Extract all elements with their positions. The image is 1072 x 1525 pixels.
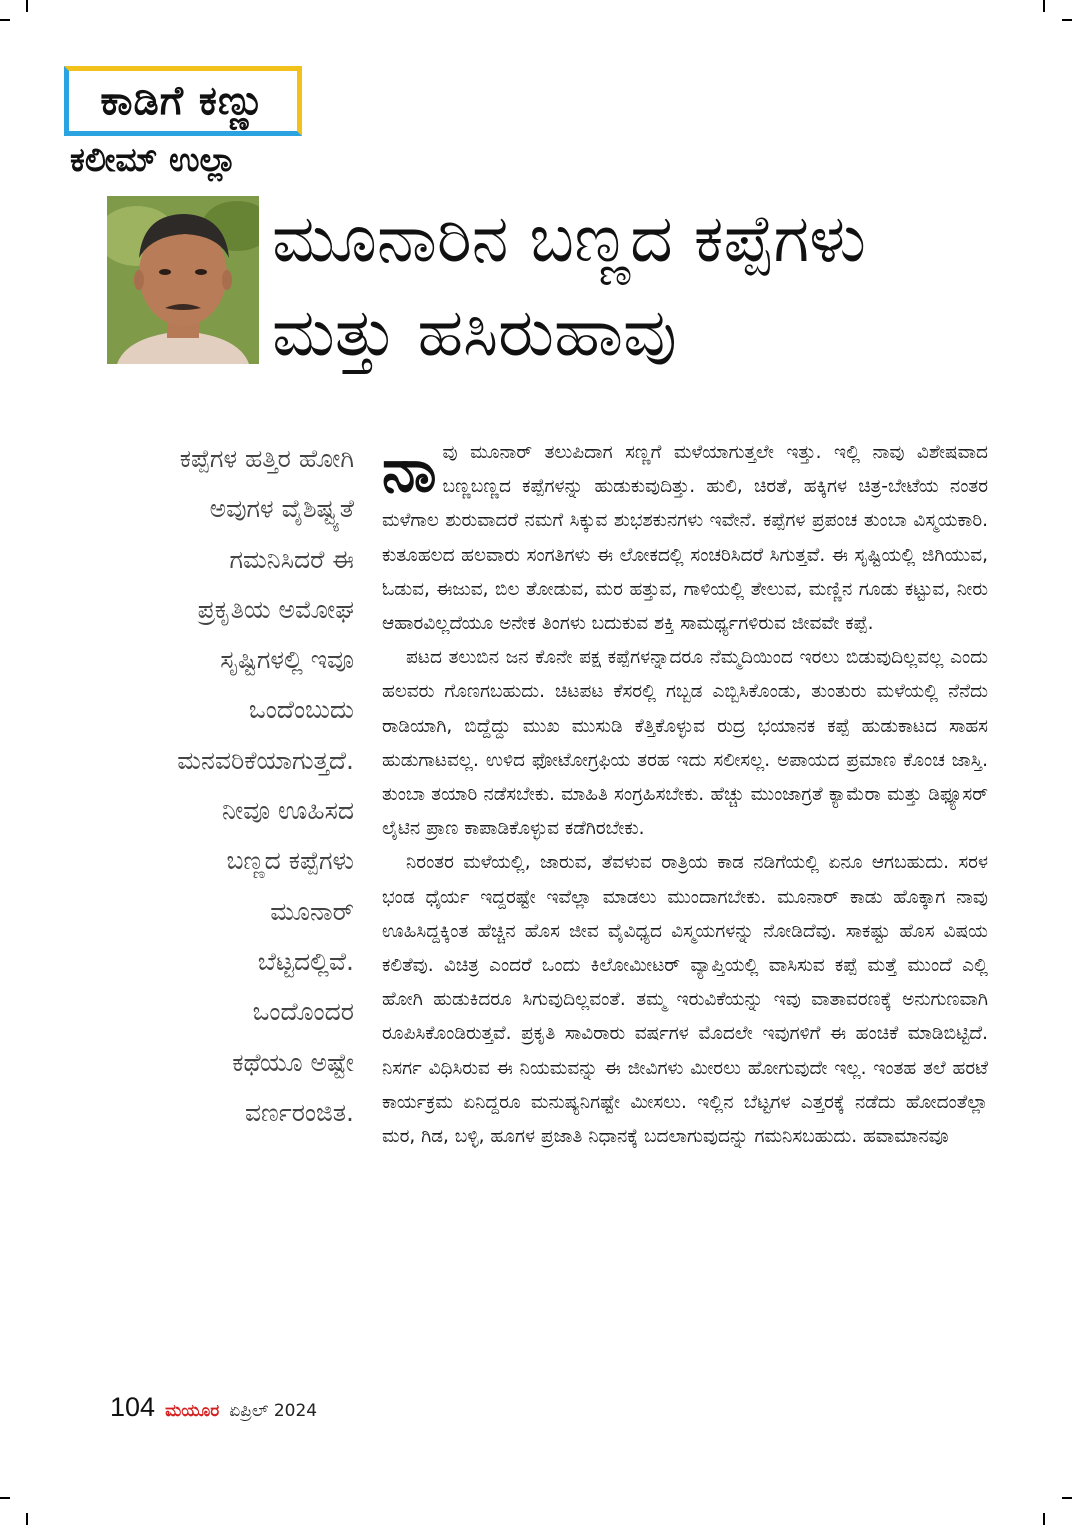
author-photo	[107, 196, 259, 364]
author-portrait-illustration	[107, 196, 259, 364]
pullquote-line: ಒಂದೊಂದರ	[252, 997, 354, 1027]
article-paragraph-2: ಪಟದ ತಲುಬಿನ ಜನ ಕೊನೇ ಪಕ್ಷ ಕಪ್ಪೆಗಳನ್ನಾದರೂ ನೆಮ್ಮದಿಯಿಂದ ಇರಲು ಬಿಡುವುದಿಲ್ಲವಲ್ಲ ಎಂದು ಹಲವರು ಗೊಣಗಬಹುದು. ಚಿಟಪಟ ಕೆಸರಲ್ಲಿ ಗಬ್ಬಡ ಎಬ್ಬಿಸಿಕೊಂಡು, ತುಂತುರು ಮಳೆಯಲ್ಲಿ ನೆನೆದು ರಾಡಿಯಾಗಿ, ಬಿದ್ದೆದ್ದು ಮುಖ ಮುಸುಡಿ ಕೆತ್ತಿಕೊಳ್ಳುವ ರುದ್ರ ಭಯಾನಕ ಕಪ್ಪೆ ಹುಡುಕಾಟದ ಸಾಹಸ ಹುಡುಗಾಟವಲ್ಲ. ಉಳಿದ ಫೋಟೋಗ್ರಫಿಯ ತರಹ ಇದು ಸಲೀಸಲ್ಲ. ಅಪಾಯದ ಪ್ರಮಾಣ ಕೊಂಚ ಜಾಸ್ತಿ. ತುಂಬಾ ತಯಾರಿ ನಡೆಸಬೇಕು. ಮಾಹಿತಿ ಸಂಗ್ರಹಿಸಬೇಕು. ಹೆಚ್ಚು ಮುಂಜಾಗ್ರತೆ ಕ್ಯಾಮೆರಾ ಮತ್ತು ಡಿಫ್ಯೂಸರ್ ಲೈಟಿನ ಪ್ರಾಣ ಕಾಪಾಡಿಕೊಳ್ಳುವ ಕಡೆಗಿರಬೇಕು.	[382, 647, 988, 840]
crop-mark	[0, 1497, 10, 1499]
page-number: 104	[110, 1392, 156, 1422]
issue-date: ಏಪ್ರಿಲ್ 2024	[229, 1401, 318, 1421]
column-title-badge	[64, 66, 302, 136]
crop-mark	[26, 0, 28, 12]
article-paragraph-3: ನಿರಂತರ ಮಳೆಯಲ್ಲಿ, ಜಾರುವ, ತೆವಳುವ ರಾತ್ರಿಯ ಕಾಡ ನಡಿಗೆಯಲ್ಲಿ ಏನೂ ಆಗಬಹುದು. ಸರಳ ಭಂಡ ಧೈರ್ಯ ಇದ್ದರಷ್ಟೇ ಇವೆಲ್ಲಾ ಮಾಡಲು ಮುಂದಾಗಬೇಕು. ಮೂನಾರ್ ಕಾಡು ಹೊಕ್ಕಾಗ ನಾವು ಊಹಿಸಿದ್ದಕ್ಕಿಂತ ಹೆಚ್ಚಿನ ಹೊಸ ಜೀವ ವೈವಿಧ್ಯದ ವಿಸ್ಮಯಗಳನ್ನು ನೋಡಿದೆವು. ಸಾಕಷ್ಟು ಹೊಸ ವಿಷಯ ಕಲಿತೆವು. ವಿಚಿತ್ರ ಎಂದರೆ ಒಂದು ಕಿಲೋಮೀಟರ್ ವ್ಯಾಪ್ತಿಯಲ್ಲಿ ವಾಸಿಸುವ ಕಪ್ಪೆ ಮತ್ತೆ ಮುಂದೆ ಎಲ್ಲಿ ಹೋಗಿ ಹುಡುಕಿದರೂ ಸಿಗುವುದಿಲ್ಲವಂತೆ. ತಮ್ಮ ಇರುವಿಕೆಯನ್ನು ಇವು ವಾತಾವರಣಕ್ಕೆ ಅನುಗುಣವಾಗಿ ರೂಪಿಸಿಕೊಂಡಿರುತ್ತವೆ. ಪ್ರಕೃತಿ ಸಾವಿರಾರು ವರ್ಷಗಳ ಮೊದಲೇ ಇವುಗಳಿಗೆ ಈ ಹಂಚಿಕೆ ಮಾಡಿಬಿಟ್ಟಿದೆ. ನಿಸರ್ಗ ವಿಧಿಸಿರುವ ಈ ನಿಯಮವನ್ನು ಈ ಜೀವಿಗಳು ಮೀರಲು ಹೋಗುವುದೇ ಇಲ್ಲ. ಇಂತಹ ತಲೆ ಹರಟೆ ಕಾರ್ಯಕ್ರಮ ಏನಿದ್ದರೂ ಮನುಷ್ಯನಿಗಷ್ಟೇ ಮೀಸಲು. ಇಲ್ಲಿನ ಬೆಟ್ಟಗಳ ಎತ್ತರಕ್ಕೆ ನಡೆದು ಹೋದಂತೆಲ್ಲಾ ಮರ, ಗಿಡ, ಬಳ್ಳಿ, ಹೂಗಳ ಪ್ರಜಾತಿ ನಿಧಾನಕ್ಕೆ ಬದಲಾಗುವುದನ್ನು ಗಮನಿಸಬಹುದು. ಹವಾಮಾನವೂ	[382, 852, 988, 1148]
author-name: ಕಲೀಮ್ ಉಲ್ಲಾ	[70, 140, 237, 179]
pullquote-line: ಕಥೆಯೂ ಅಷ್ಟೇ	[232, 1047, 354, 1077]
article-paragraph-1	[382, 436, 988, 641]
column-title: ಕಾಡಿಗೆ ಕಣ್ಣು	[100, 78, 266, 124]
article-body	[382, 436, 988, 1154]
crop-mark	[26, 1513, 28, 1525]
page-footer	[110, 1392, 317, 1432]
pullquote-line: ಬಣ್ಣದ ಕಪ್ಪೆಗಳು	[226, 846, 354, 876]
magazine-logo: ಮಯೂರ	[165, 1401, 220, 1421]
headline-line-2: ಮತ್ತು ಹಸಿರುಹಾವು	[272, 294, 677, 371]
pullquote-line: ಸೃಷ್ಟಿಗಳಲ್ಲಿ ಇವೂ	[220, 645, 354, 675]
crop-mark	[1062, 19, 1072, 21]
drop-cap: ನಾ	[382, 436, 437, 506]
pullquote-line: ವರ್ಣರಂಜಿತ.	[244, 1097, 354, 1127]
pullquote-line: ಮನವರಿಕೆಯಾಗುತ್ತದೆ.	[177, 745, 354, 775]
pullquote-line: ನೀವೂ ಊಹಿಸದ	[222, 796, 354, 826]
crop-mark	[1043, 0, 1045, 12]
pullquote-line: ಒಂದೆಂಬುದು	[248, 695, 354, 725]
pullquote-line: ಬೆಟ್ಟದಲ್ಲಿವೆ.	[257, 946, 354, 976]
article-headline	[272, 192, 1052, 380]
pullquote-line: ಅವುಗಳ ವೈಶಿಷ್ಟ್ಯತೆ	[209, 494, 354, 524]
pullquote-line: ಪ್ರಕೃತಿಯ ಅಮೋಘ	[197, 594, 354, 624]
pullquote	[90, 434, 354, 1138]
pullquote-line: ಗಮನಿಸಿದರೆ ಈ	[229, 544, 354, 574]
headline-line-1: ಮೂನಾರಿನ ಬಣ್ಣದ ಕಪ್ಪೆಗಳು	[272, 200, 867, 277]
pullquote-line: ಮೂನಾರ್	[270, 896, 354, 926]
paragraph-1-text: ವು ಮೂನಾರ್ ತಲುಪಿದಾಗ ಸಣ್ಣಗೆ ಮಳೆಯಾಗುತ್ತಲೇ ಇತ್ತು. ಇಲ್ಲಿ ನಾವು ವಿಶೇಷವಾದ ಬಣ್ಣಬಣ್ಣದ ಕಪ್ಪೆಗಳನ್ನು ಹುಡುಕುವುದಿತ್ತು. ಹುಲಿ, ಚಿರತೆ, ಹಕ್ಕಿಗಳ ಚಿತ್ರ-ಬೇಟೆಯ ನಂತರ ಮಳೆಗಾಲ ಶುರುವಾದರೆ ನಮಗೆ ಸಿಕ್ಕುವ ಶುಭಶಕುನಗಳು ಇವೇನೆ. ಕಪ್ಪೆಗಳ ಪ್ರಪಂಚ ತುಂಬಾ ವಿಸ್ಮಯಕಾರಿ. ಕುತೂಹಲದ ಹಲವಾರು ಸಂಗತಿಗಳು ಈ ಲೋಕದಲ್ಲಿ ಸಂಚರಿಸಿದರೆ ಸಿಗುತ್ತವೆ. ಈ ಸೃಷ್ಟಿಯಲ್ಲಿ ಜಿಗಿಯುವ, ಓಡುವ, ಈಜುವ, ಬಿಲ ತೋಡುವ, ಮರ ಹತ್ತುವ, ಗಾಳಿಯಲ್ಲಿ ತೇಲುವ, ಮಣ್ಣಿನ ಗೂಡು ಕಟ್ಟುವ, ನೀರು ಆಹಾರವಿಲ್ಲದೆಯೂ ಅನೇಕ ತಿಂಗಳು ಬದುಕುವ ಶಕ್ತಿ ಸಾಮರ್ಥ್ಯಗಳಿರುವ ಜೀವವೇ ಕಪ್ಪೆ.	[382, 442, 988, 635]
crop-mark	[1062, 1497, 1072, 1499]
pullquote-line: ಕಪ್ಪೆಗಳ ಹತ್ತಿರ ಹೋಗಿ	[179, 444, 354, 473]
crop-mark	[0, 19, 10, 21]
crop-mark	[1043, 1513, 1045, 1525]
